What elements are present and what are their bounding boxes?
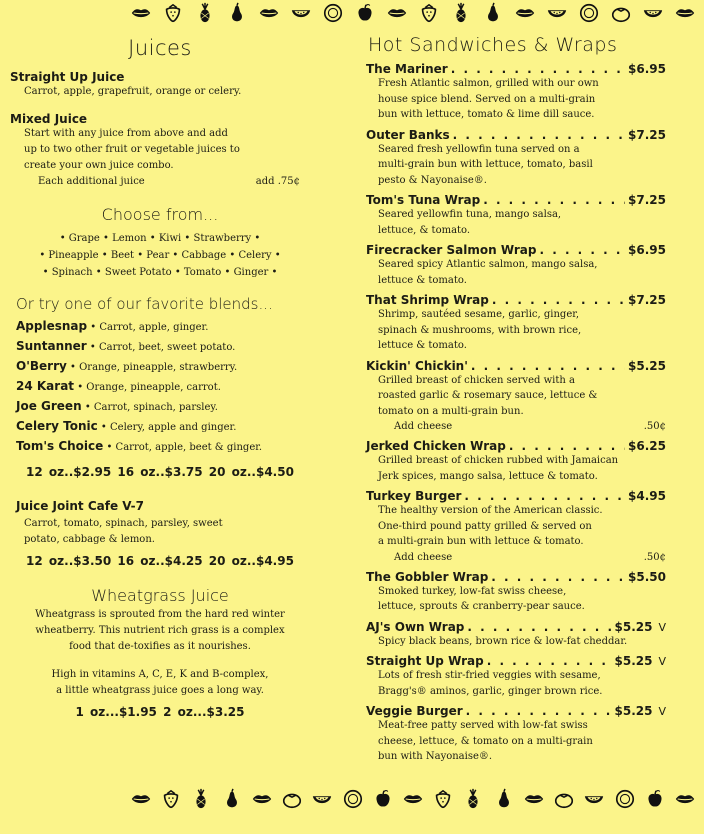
tomato-icon	[281, 788, 303, 814]
menu-item	[366, 704, 666, 765]
leader-dots	[464, 489, 625, 503]
wheatgrass-prices: 1 oz...$1.95 2 oz...$3.25	[75, 705, 245, 719]
menu-item	[366, 570, 666, 615]
blend-item	[16, 357, 310, 377]
menu-item-desc: house spice blend. Served on a multi-grain	[378, 93, 596, 105]
menu-item-name: AJ's Own Wrap	[366, 619, 465, 634]
menu-item-price: $5.25	[614, 654, 653, 668]
blend-desc: • Celery, apple and ginger.	[100, 422, 237, 433]
top-fruit-border	[130, 2, 696, 28]
menu-item-desc: lettuce, sprouts & cranberry-pear sauce.	[378, 601, 585, 612]
item-desc: Carrot, apple, grapefruit, orange or celery.	[24, 86, 242, 97]
wheatgrass-title: Wheatgrass Juice	[91, 586, 229, 605]
menu-item-header	[366, 243, 666, 257]
leader-dots	[539, 243, 625, 257]
leader-dots	[487, 654, 612, 668]
pear-icon	[226, 2, 248, 28]
addon-price: .50¢	[643, 421, 666, 432]
menu-item-desc: The healthy version of the American classic.	[378, 505, 603, 516]
strawberry-icon	[162, 2, 184, 28]
menu-item-desc: One-third pound patty grilled & served on	[378, 520, 592, 532]
sandwiches-column	[366, 30, 666, 770]
menu-item-header	[366, 704, 666, 718]
melon-icon	[578, 2, 600, 28]
item-name: Mixed Juice	[10, 112, 88, 126]
menu-item	[366, 654, 666, 699]
addon-label: Each additional juice	[38, 176, 145, 187]
vegetarian-mark: V	[658, 620, 666, 634]
lips-icon	[130, 2, 152, 28]
menu-item-header	[366, 570, 666, 584]
menu-item-header	[366, 620, 666, 634]
menu-item-desc: Meat-free patty served with low-fat swiss	[378, 720, 588, 731]
watermelon-icon	[290, 2, 312, 28]
menu-item-header	[366, 293, 666, 307]
addon-price: add .75¢	[255, 176, 300, 187]
menu-item-desc: cheese, lettuce, & tomato on a multi-grain	[378, 735, 593, 747]
menu-item	[366, 293, 666, 354]
additional-juice-addon	[38, 176, 310, 187]
choose-line: • Pineapple • Beet • Pear • Cabbage • Celery •	[39, 250, 281, 261]
menu-item-price: $7.25	[628, 193, 666, 207]
menu-item-name: The Mariner	[366, 62, 448, 76]
blend-desc: • Carrot, beet, sweet potato.	[89, 342, 236, 353]
menu-item-price: $6.95	[628, 243, 666, 257]
juice-item-mixed	[10, 112, 310, 187]
wheatgrass-text: High in vitamins A, C, E, K and B-complex,	[51, 669, 269, 680]
menu-item-price: $4.95	[628, 489, 666, 503]
blends-list	[10, 317, 310, 457]
juice-item-straight-up	[10, 70, 310, 100]
blend-item	[16, 417, 310, 437]
menu-item-desc: lettuce, & tomato.	[378, 224, 471, 236]
pineapple-icon	[450, 2, 472, 28]
leader-dots	[471, 359, 625, 373]
menu-item-header	[366, 359, 666, 373]
blend-desc: • Orange, pineapple, strawberry.	[70, 362, 238, 373]
blends-title: Or try one of our favorite blends...	[16, 295, 273, 313]
menu-item	[366, 439, 666, 484]
menu-item-desc: Bragg's® aminos, garlic, ginger brown rice.	[378, 685, 603, 697]
melon-icon	[614, 788, 636, 814]
menu-item	[366, 193, 666, 238]
menu-item-header	[366, 654, 666, 668]
melon-icon	[342, 788, 364, 814]
menu-item-name: Jerked Chicken Wrap	[366, 439, 506, 453]
strawberry-icon	[160, 788, 182, 814]
pineapple-icon	[190, 788, 212, 814]
watermelon-icon	[642, 2, 664, 28]
v7-prices: 12 oz..$3.50 16 oz..$4.25 20 oz..$4.95	[26, 554, 294, 568]
menu-item-desc: roasted garlic & rosemary sauce, lettuce &	[378, 390, 598, 401]
strawberry-icon	[418, 2, 440, 28]
addon-label: Add cheese	[394, 551, 453, 563]
apple-icon	[372, 788, 394, 814]
lips-icon	[514, 2, 536, 28]
menu-item-name: Kickin' Chickin'	[366, 358, 468, 373]
menu-item-header	[366, 193, 666, 207]
menu-item-desc: tomato on a multi-grain bun.	[378, 405, 524, 417]
menu-item-desc: Spicy black beans, brown rice & low-fat cheddar.	[378, 635, 628, 647]
blend-desc: • Carrot, spinach, parsley.	[84, 402, 218, 413]
blend-prices: 12 oz..$2.95 16 oz..$3.75 20 oz..$4.50	[26, 465, 294, 479]
leader-dots	[491, 570, 625, 584]
leader-dots	[453, 128, 625, 142]
item-desc: Carrot, tomato, spinach, parsley, sweet	[24, 518, 223, 529]
menu-item-name: Turkey Burger	[366, 489, 462, 503]
sandwiches-title: Hot Sandwiches & Wraps	[368, 34, 618, 56]
blend-name: 24 Karat	[16, 379, 75, 393]
menu-item-header	[366, 489, 666, 503]
menu-item	[366, 359, 666, 435]
pineapple-icon	[462, 788, 484, 814]
menu-item-header	[366, 439, 666, 453]
blend-item	[16, 397, 310, 417]
menu-item-desc: lettuce & tomato.	[378, 340, 467, 351]
wheatgrass-text: a little wheatgrass juice goes a long way.	[56, 685, 264, 696]
menu-item-header	[366, 128, 666, 142]
lips-icon	[386, 2, 408, 28]
watermelon-icon	[311, 788, 333, 814]
blend-item	[16, 437, 310, 457]
menu-item-desc: Lots of fresh stir-fried veggies with sesame,	[378, 670, 601, 681]
lips-icon	[674, 2, 696, 28]
juices-column	[10, 30, 310, 719]
addon-price: .50¢	[643, 551, 666, 563]
menu-item-desc: pesto & Nayonaise®.	[378, 174, 487, 186]
pear-icon	[482, 2, 504, 28]
strawberry-icon	[432, 788, 454, 814]
wheatgrass-text: Wheatgrass is sprouted from the hard red winter	[35, 609, 285, 620]
menu-item-addon	[394, 419, 666, 434]
blend-item	[16, 317, 310, 337]
vegetarian-mark: V	[658, 655, 666, 668]
item-desc: up to two other fruit or vegetable juices to	[24, 144, 240, 155]
blend-desc: • Carrot, apple, beet & ginger.	[106, 442, 263, 453]
menu-item-price: $5.25	[614, 619, 653, 634]
menu-item	[366, 128, 666, 189]
menu-item-desc: spinach & mushrooms, with brown rice,	[378, 324, 582, 336]
tomato-icon	[610, 2, 632, 28]
menu-item-desc: Fresh Atlantic salmon, grilled with our own	[378, 78, 599, 89]
addon-label: Add cheese	[394, 421, 453, 432]
blend-desc: • Orange, pineapple, carrot.	[77, 382, 221, 393]
leader-dots	[492, 293, 625, 307]
menu-item-name: Firecracker Salmon Wrap	[366, 243, 537, 257]
juices-title: Juices	[128, 36, 192, 60]
leader-dots	[451, 62, 625, 76]
menu-item-desc: Smoked turkey, low-fat swiss cheese,	[378, 585, 567, 597]
menu-item	[366, 489, 666, 565]
apple-icon	[354, 2, 376, 28]
menu-item	[366, 620, 666, 650]
item-name: Juice Joint Cafe V-7	[16, 499, 145, 513]
menu-item-name: Outer Banks	[366, 127, 450, 142]
blend-item	[16, 377, 310, 397]
menu-item-desc: Jerk spices, mango salsa, lettuce & tomato.	[378, 470, 598, 482]
pear-icon	[493, 788, 515, 814]
menu-item-desc: multi-grain bun with lettuce, tomato, basil	[378, 159, 593, 170]
menu-item-price: $7.25	[628, 127, 666, 142]
lips-icon	[402, 788, 424, 814]
blend-desc: • Carrot, apple, ginger.	[90, 322, 209, 333]
menu-item-desc: bun with Nayonaise®.	[378, 751, 493, 762]
blend-name: Joe Green	[16, 399, 82, 413]
lips-icon	[251, 788, 273, 814]
wheatgrass-text: wheatberry. This nutrient rich grass is a complex	[35, 625, 285, 636]
item-name: Straight Up Juice	[10, 70, 125, 84]
choose-line: • Spinach • Sweet Potato • Tomato • Ginger •	[42, 267, 278, 278]
bottom-fruit-border	[130, 788, 696, 814]
juice-item-v7	[10, 499, 310, 568]
menu-item-price: $5.50	[628, 569, 666, 584]
lips-icon	[130, 788, 152, 814]
menu-item-price: $5.25	[614, 704, 653, 718]
choose-from-title: Choose from...	[101, 205, 219, 224]
menu-item-desc: Grilled breast of chicken rubbed with Jamaican	[378, 455, 619, 466]
item-desc: potato, cabbage & lemon.	[24, 534, 155, 545]
blend-name: Tom's Choice	[16, 439, 104, 453]
pineapple-icon	[194, 2, 216, 28]
menu-item	[366, 62, 666, 123]
leader-dots	[467, 620, 611, 634]
menu-item-desc: Seared spicy Atlantic salmon, mango salsa,	[378, 259, 598, 270]
menu-item-price: $5.25	[628, 358, 666, 373]
leader-dots	[509, 439, 625, 453]
menu-item-desc: bun with lettuce, tomato & lime dill sauce.	[378, 109, 595, 120]
wheatgrass-text: food that de-toxifies as it nourishes.	[69, 641, 251, 652]
watermelon-icon	[546, 2, 568, 28]
menu-item-desc: lettuce & tomato.	[378, 274, 467, 286]
menu-item-desc: Shrimp, sautéed sesame, garlic, ginger,	[378, 309, 580, 320]
sandwich-list	[366, 62, 666, 765]
pear-icon	[221, 788, 243, 814]
menu-item-addon	[394, 550, 666, 565]
menu-item-name: The Gobbler Wrap	[366, 569, 489, 584]
menu-item-price: $6.95	[628, 62, 666, 76]
item-desc: Start with any juice from above and add	[24, 128, 228, 139]
blend-name: Suntanner	[16, 339, 87, 353]
menu-item-name: That Shrimp Wrap	[366, 293, 489, 307]
vegetarian-mark: V	[658, 705, 666, 718]
watermelon-icon	[583, 788, 605, 814]
menu-item-price: $7.25	[628, 293, 666, 307]
tomato-icon	[553, 788, 575, 814]
leader-dots	[483, 193, 625, 207]
menu-item-header	[366, 62, 666, 76]
menu-item-name: Tom's Tuna Wrap	[366, 193, 481, 207]
menu-item-desc: a multi-grain bun with lettuce & tomato.	[378, 536, 584, 547]
menu-item-price: $6.25	[628, 439, 666, 453]
lips-icon	[258, 2, 280, 28]
menu-item-desc: Grilled breast of chicken served with a	[378, 374, 575, 386]
lips-icon	[523, 788, 545, 814]
apple-icon	[644, 788, 666, 814]
menu-item-name: Veggie Burger	[366, 704, 463, 718]
lips-icon	[674, 788, 696, 814]
menu-item-desc: Seared fresh yellowfin tuna served on a	[378, 143, 580, 155]
melon-icon	[322, 2, 344, 28]
blend-item	[16, 337, 310, 357]
choose-line: • Grape • Lemon • Kiwi • Strawberry •	[59, 233, 261, 244]
blend-name: O'Berry	[16, 359, 67, 373]
menu-item-name: Straight Up Wrap	[366, 654, 484, 668]
blend-name: Applesnap	[16, 319, 88, 333]
menu-item	[366, 243, 666, 288]
blend-name: Celery Tonic	[16, 419, 98, 433]
item-desc: create your own juice combo.	[24, 160, 174, 171]
menu-item-desc: Seared yellowfin tuna, mango salsa,	[378, 209, 562, 220]
leader-dots	[466, 704, 612, 718]
